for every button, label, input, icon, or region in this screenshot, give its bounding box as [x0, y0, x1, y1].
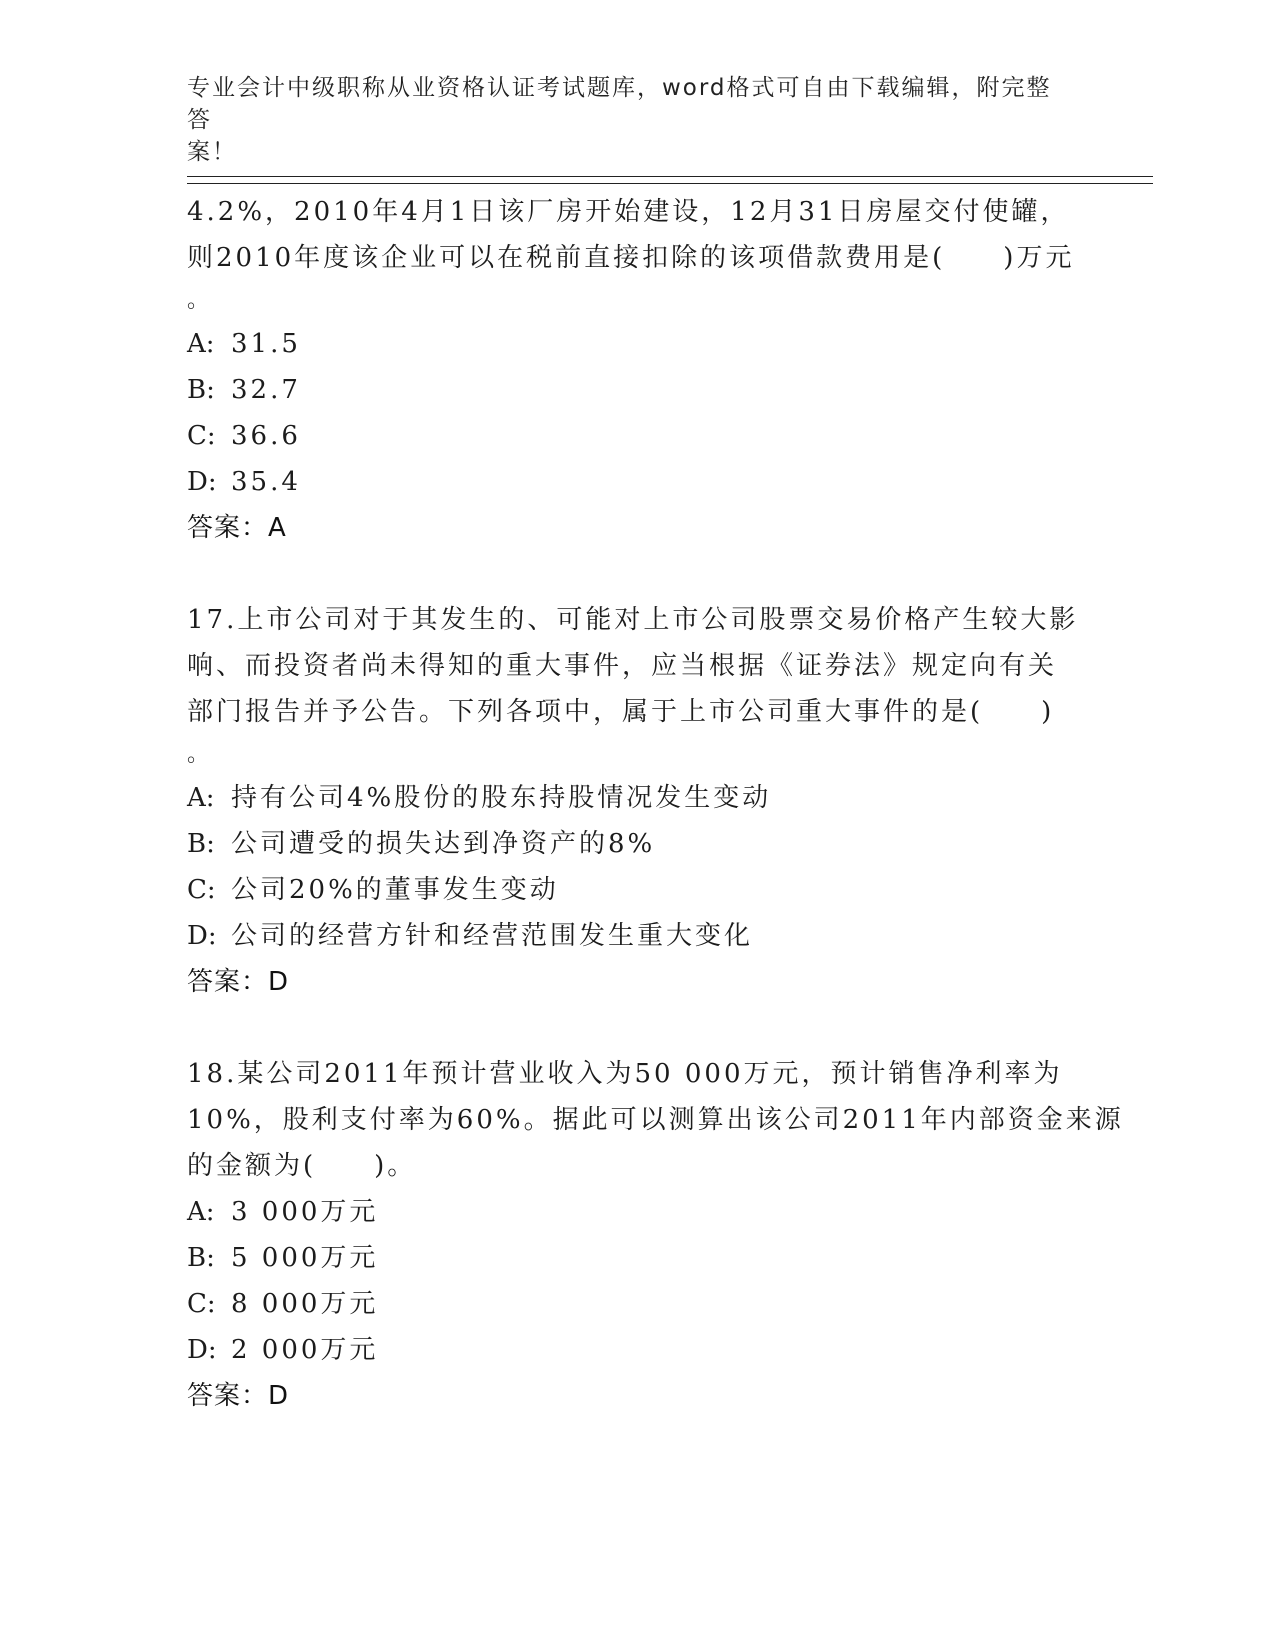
option-key: A:	[187, 1197, 215, 1227]
option-a	[187, 1189, 1087, 1235]
question-text-line: 17.上市公司对于其发生的、可能对上市公司股票交易价格产生较大影	[187, 605, 1079, 635]
option-key: C:	[187, 421, 216, 451]
option-d	[187, 459, 1087, 505]
answer-label: 答案：D	[187, 1381, 290, 1411]
option-key: A:	[187, 783, 215, 813]
question-text-line: 18.某公司2011年预计营业收入为50 000万元，预计销售净利率为	[187, 1059, 1063, 1089]
option-c	[187, 413, 1087, 459]
spacer	[187, 1005, 1087, 1051]
option-a	[187, 321, 1087, 367]
option-text: 2 000万元	[231, 1335, 379, 1365]
question-block	[187, 189, 1087, 551]
option-text: 35.4	[231, 467, 301, 497]
question-text-line: 。	[187, 288, 213, 313]
question-text-line: 。	[187, 742, 213, 767]
option-d	[187, 1327, 1087, 1373]
option-key: C:	[187, 875, 216, 905]
question-block	[187, 597, 1087, 1005]
answer-label: 答案：A	[187, 513, 287, 543]
option-text: 公司的经营方针和经营范围发生重大变化	[231, 921, 754, 951]
question-text-line: 响、而投资者尚未得知的重大事件，应当根据《证券法》规定向有关	[187, 651, 1058, 681]
option-a	[187, 775, 1087, 821]
question-block	[187, 1051, 1124, 1419]
option-text: 5 000万元	[231, 1243, 379, 1273]
question-text-line: 10%，股利支付率为60%。据此可以测算出该公司2011年内部资金来源	[187, 1105, 1124, 1135]
header-line-2: 案！	[187, 139, 237, 165]
page-header	[187, 72, 1067, 168]
option-key: D:	[187, 921, 217, 951]
option-text: 31.5	[231, 329, 301, 359]
answer-label: 答案：D	[187, 967, 290, 997]
option-key: B:	[187, 375, 215, 405]
question-text-line: 4.2%，2010年4月1日该厂房开始建设，12月31日房屋交付使罐，	[187, 197, 1070, 227]
option-key: A:	[187, 329, 215, 359]
option-text: 持有公司4%股份的股东持股情况发生变动	[231, 783, 772, 813]
header-divider-bottom	[187, 183, 1153, 184]
option-text: 公司20%的董事发生变动	[231, 875, 559, 905]
option-c	[187, 867, 1087, 913]
option-text: 36.6	[231, 421, 301, 451]
option-text: 公司遭受的损失达到净资产的8%	[231, 829, 656, 859]
option-key: B:	[187, 829, 215, 859]
option-b	[187, 1235, 1087, 1281]
option-b	[187, 367, 1087, 413]
header-line-1: 专业会计中级职称从业资格认证考试题库，word格式可自由下载编辑，附完整答	[187, 75, 1052, 133]
option-key: C:	[187, 1289, 216, 1319]
option-key: D:	[187, 1335, 217, 1365]
option-c	[187, 1281, 1087, 1327]
option-text: 8 000万元	[231, 1289, 379, 1319]
option-key: D:	[187, 467, 217, 497]
question-text-line: 部门报告并予公告。下列各项中，属于上市公司重大事件的是( )	[187, 697, 1055, 727]
question-text-line: 的金额为( )。	[187, 1151, 417, 1181]
option-b	[187, 821, 1087, 867]
option-key: B:	[187, 1243, 215, 1273]
question-list	[187, 189, 1124, 1419]
option-text: 3 000万元	[231, 1197, 379, 1227]
option-text: 32.7	[231, 375, 301, 405]
question-text-line: 则2010年度该企业可以在税前直接扣除的该项借款费用是( )万元	[187, 243, 1075, 273]
header-divider-top	[187, 176, 1153, 177]
option-d	[187, 913, 1087, 959]
spacer	[187, 551, 1087, 597]
